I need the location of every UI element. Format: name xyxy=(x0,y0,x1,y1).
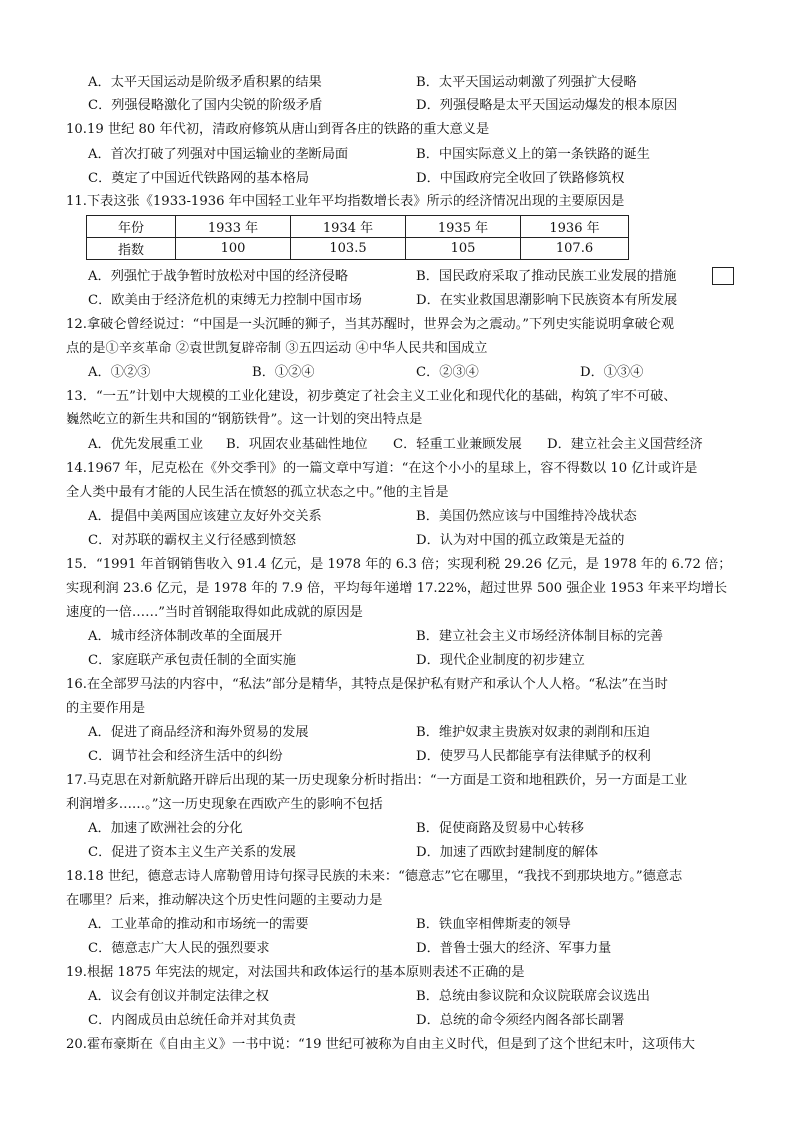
q12-option-d: D．①③④ xyxy=(580,365,644,380)
q10-option-d: D．中国政府完全收回了铁路修筑权 xyxy=(416,171,625,186)
q19-option-d: D．总统的命令须经内阁各部长副署 xyxy=(416,1013,625,1028)
q15-option-a: A．城市经济体制改革的全面展开 xyxy=(88,629,283,644)
q14-stem-line1: 14.1967 年，尼克松在《外交季刊》的一篇文章中写道：“在这个小小的星球上，容不得数以 10 亿计或许是 xyxy=(66,461,698,476)
q17-stem-line1: 17.马克思在对新航路开辟后出现的某一历史现象分析时指出：“一方面是工资和地租跌价，另一方面是工业 xyxy=(66,773,688,788)
q14-option-b: B．美国仍然应该与中国维持冷战状态 xyxy=(416,509,637,524)
table-cell: 105 xyxy=(406,238,521,260)
q11-index-table xyxy=(86,215,629,260)
q14-option-a: A．提倡中美两国应该建立友好外交关系 xyxy=(88,509,322,524)
answer-box xyxy=(712,267,734,285)
q13-option-a: A．优先发展重工业 xyxy=(88,437,204,452)
q18-stem-line1: 18.18 世纪，德意志诗人席勒曾用诗句探寻民族的未来：“德意志”它在哪里，“我找不到那块地方。”德意志 xyxy=(66,869,683,884)
table-cell: 1936 年 xyxy=(521,216,629,238)
q12-option-c: C．②③④ xyxy=(416,365,479,380)
table-cell: 1934 年 xyxy=(291,216,406,238)
q9-option-b: B．太平天国运动刺激了列强扩大侵略 xyxy=(416,75,637,90)
q13-option-c: C．轻重工业兼顾发展 xyxy=(393,437,522,452)
q10-stem: 10.19 世纪 80 年代初，清政府修筑从唐山到胥各庄的铁路的重大意义是 xyxy=(66,122,490,137)
q11-option-b: B．国民政府采取了推动民族工业发展的措施 xyxy=(416,269,677,284)
table-cell: 100 xyxy=(176,238,291,260)
table-cell: 107.6 xyxy=(521,238,629,260)
q20-stem: 20.霍布豪斯在《自由主义》一书中说：“19 世纪可被称为自由主义时代，但是到了这个世纪末叶，这项伟大 xyxy=(66,1037,695,1052)
q16-option-d: D．使罗马人民都能享有法律赋予的权利 xyxy=(416,749,651,764)
q15-option-c: C．家庭联产承包责任制的全面实施 xyxy=(88,653,296,668)
q9-option-a: A．太平天国运动是阶级矛盾积累的结果 xyxy=(88,75,322,90)
q17-option-d: D．加速了西欧封建制度的解体 xyxy=(416,845,599,860)
q19-option-c: C．内阁成员由总统任命并对其负责 xyxy=(88,1013,296,1028)
q18-option-a: A．工业革命的推动和市场统一的需要 xyxy=(88,917,309,932)
q19-option-a: A．议会有创议并制定法律之权 xyxy=(88,989,269,1004)
q17-option-b: B．促使商路及贸易中心转移 xyxy=(416,821,584,836)
q10-option-c: C．奠定了中国近代铁路网的基本格局 xyxy=(88,171,310,186)
q17-stem-line2: 利润增多……。”这一历史现象在西欧产生的影响不包括 xyxy=(66,797,383,812)
q18-option-d: D．普鲁士强大的经济、军事力量 xyxy=(416,941,612,956)
q17-option-c: C．促进了资本主义生产关系的发展 xyxy=(88,845,296,860)
q16-stem-line2: 的主要作用是 xyxy=(66,701,146,716)
q19-option-b: B．总统由参议院和众议院联席会议选出 xyxy=(416,989,650,1004)
q16-option-a: A．促进了商品经济和海外贸易的发展 xyxy=(88,725,309,740)
q19-stem: 19.根据 1875 年宪法的规定，对法国共和政体运行的基本原则表述不正确的是 xyxy=(66,965,525,980)
q13-stem-line2: 巍然屹立的新生共和国的“钢筋铁骨”。这一计划的突出特点是 xyxy=(66,412,423,427)
q15-option-d: D．现代企业制度的初步建立 xyxy=(416,653,585,668)
q18-option-b: B．铁血宰相俾斯麦的领导 xyxy=(416,917,571,932)
q16-option-c: C．调节社会和经济生活中的纠纷 xyxy=(88,749,283,764)
q15-option-b: B．建立社会主义市场经济体制目标的完善 xyxy=(416,629,664,644)
q18-option-c: C．德意志广大人民的强烈要求 xyxy=(88,941,270,956)
table-row xyxy=(87,216,629,238)
q16-stem-line1: 16.在全部罗马法的内容中，“私法”部分是精华，其特点是保护私有财产和承认个人人格。“私法”在当时 xyxy=(66,677,668,692)
q13-option-d: D．建立社会主义国营经济 xyxy=(547,437,703,452)
q13-stem-line1: 13．“一五”计划中大规模的工业化建设，初步奠定了社会主义工业化和现代化的基础，构筑了牢不可破、 xyxy=(66,389,677,404)
q11-stem: 11.下表这张《1933-1936 年中国轻工业年平均指数增长表》所示的经济情况出现的主要原因是 xyxy=(66,194,625,209)
q12-stem-line2: 点的是①辛亥革命 ②袁世凯复辟帝制 ③五四运动 ④中华人民共和国成立 xyxy=(66,341,488,356)
q10-option-b: B．中国实际意义上的第一条铁路的诞生 xyxy=(416,147,650,162)
q18-stem-line2: 在哪里？后来，推动解决这个历史性问题的主要动力是 xyxy=(66,893,383,908)
q15-stem-line3: 速度的一倍……”当时首钢能取得如此成就的原因是 xyxy=(66,605,363,620)
q15-stem-line2: 实现利润 23.6 亿元，是 1978 年的 7.9 倍，平均每年递增 17.22%，超过世界 500 强企业 1953 年来平均增长 xyxy=(66,581,728,596)
q16-option-b: B．维护奴隶主贵族对奴隶的剥削和压迫 xyxy=(416,725,650,740)
table-cell: 指数 xyxy=(87,238,176,260)
q14-option-d: D．认为对中国的孤立政策是无益的 xyxy=(416,533,625,548)
table-row xyxy=(87,238,629,260)
q9-option-d: D．列强侵略是太平天国运动爆发的根本原因 xyxy=(416,98,678,113)
q14-option-c: C．对苏联的霸权主义行径感到愤怒 xyxy=(88,533,296,548)
q12-option-b: B．①②④ xyxy=(252,365,315,380)
q10-option-a: A．首次打破了列强对中国运输业的垄断局面 xyxy=(88,147,349,162)
q15-stem-line1: 15．“1991 年首钢销售收入 91.4 亿元，是 1978 年的 6.3 倍；实现利税 29.26 亿元，是 1978 年的 6.72 倍； xyxy=(66,557,732,572)
q12-option-a: A．①②③ xyxy=(88,365,151,380)
q17-option-a: A．加速了欧洲社会的分化 xyxy=(88,821,243,836)
q14-stem-line2: 全人类中最有才能的人民生活在愤怒的孤立状态之中。”他的主旨是 xyxy=(66,485,449,500)
q13-option-b: B．巩固农业基础性地位 xyxy=(226,437,368,452)
q11-option-d: D．在实业救国思潮影响下民族资本有所发展 xyxy=(416,293,678,308)
q11-option-c: C．欧美由于经济危机的束缚无力控制中国市场 xyxy=(88,293,362,308)
table-cell: 年份 xyxy=(87,216,176,238)
table-cell: 103.5 xyxy=(291,238,406,260)
table-cell: 1935 年 xyxy=(406,216,521,238)
table-cell: 1933 年 xyxy=(176,216,291,238)
q12-stem-line1: 12.拿破仑曾经说过：“中国是一头沉睡的狮子，当其苏醒时，世界会为之震动。”下列史实能说明拿破仑观 xyxy=(66,317,675,332)
q9-option-c: C．列强侵略激化了国内尖锐的阶级矛盾 xyxy=(88,98,323,113)
q11-option-a: A．列强忙于战争暂时放松对中国的经济侵略 xyxy=(88,269,349,284)
